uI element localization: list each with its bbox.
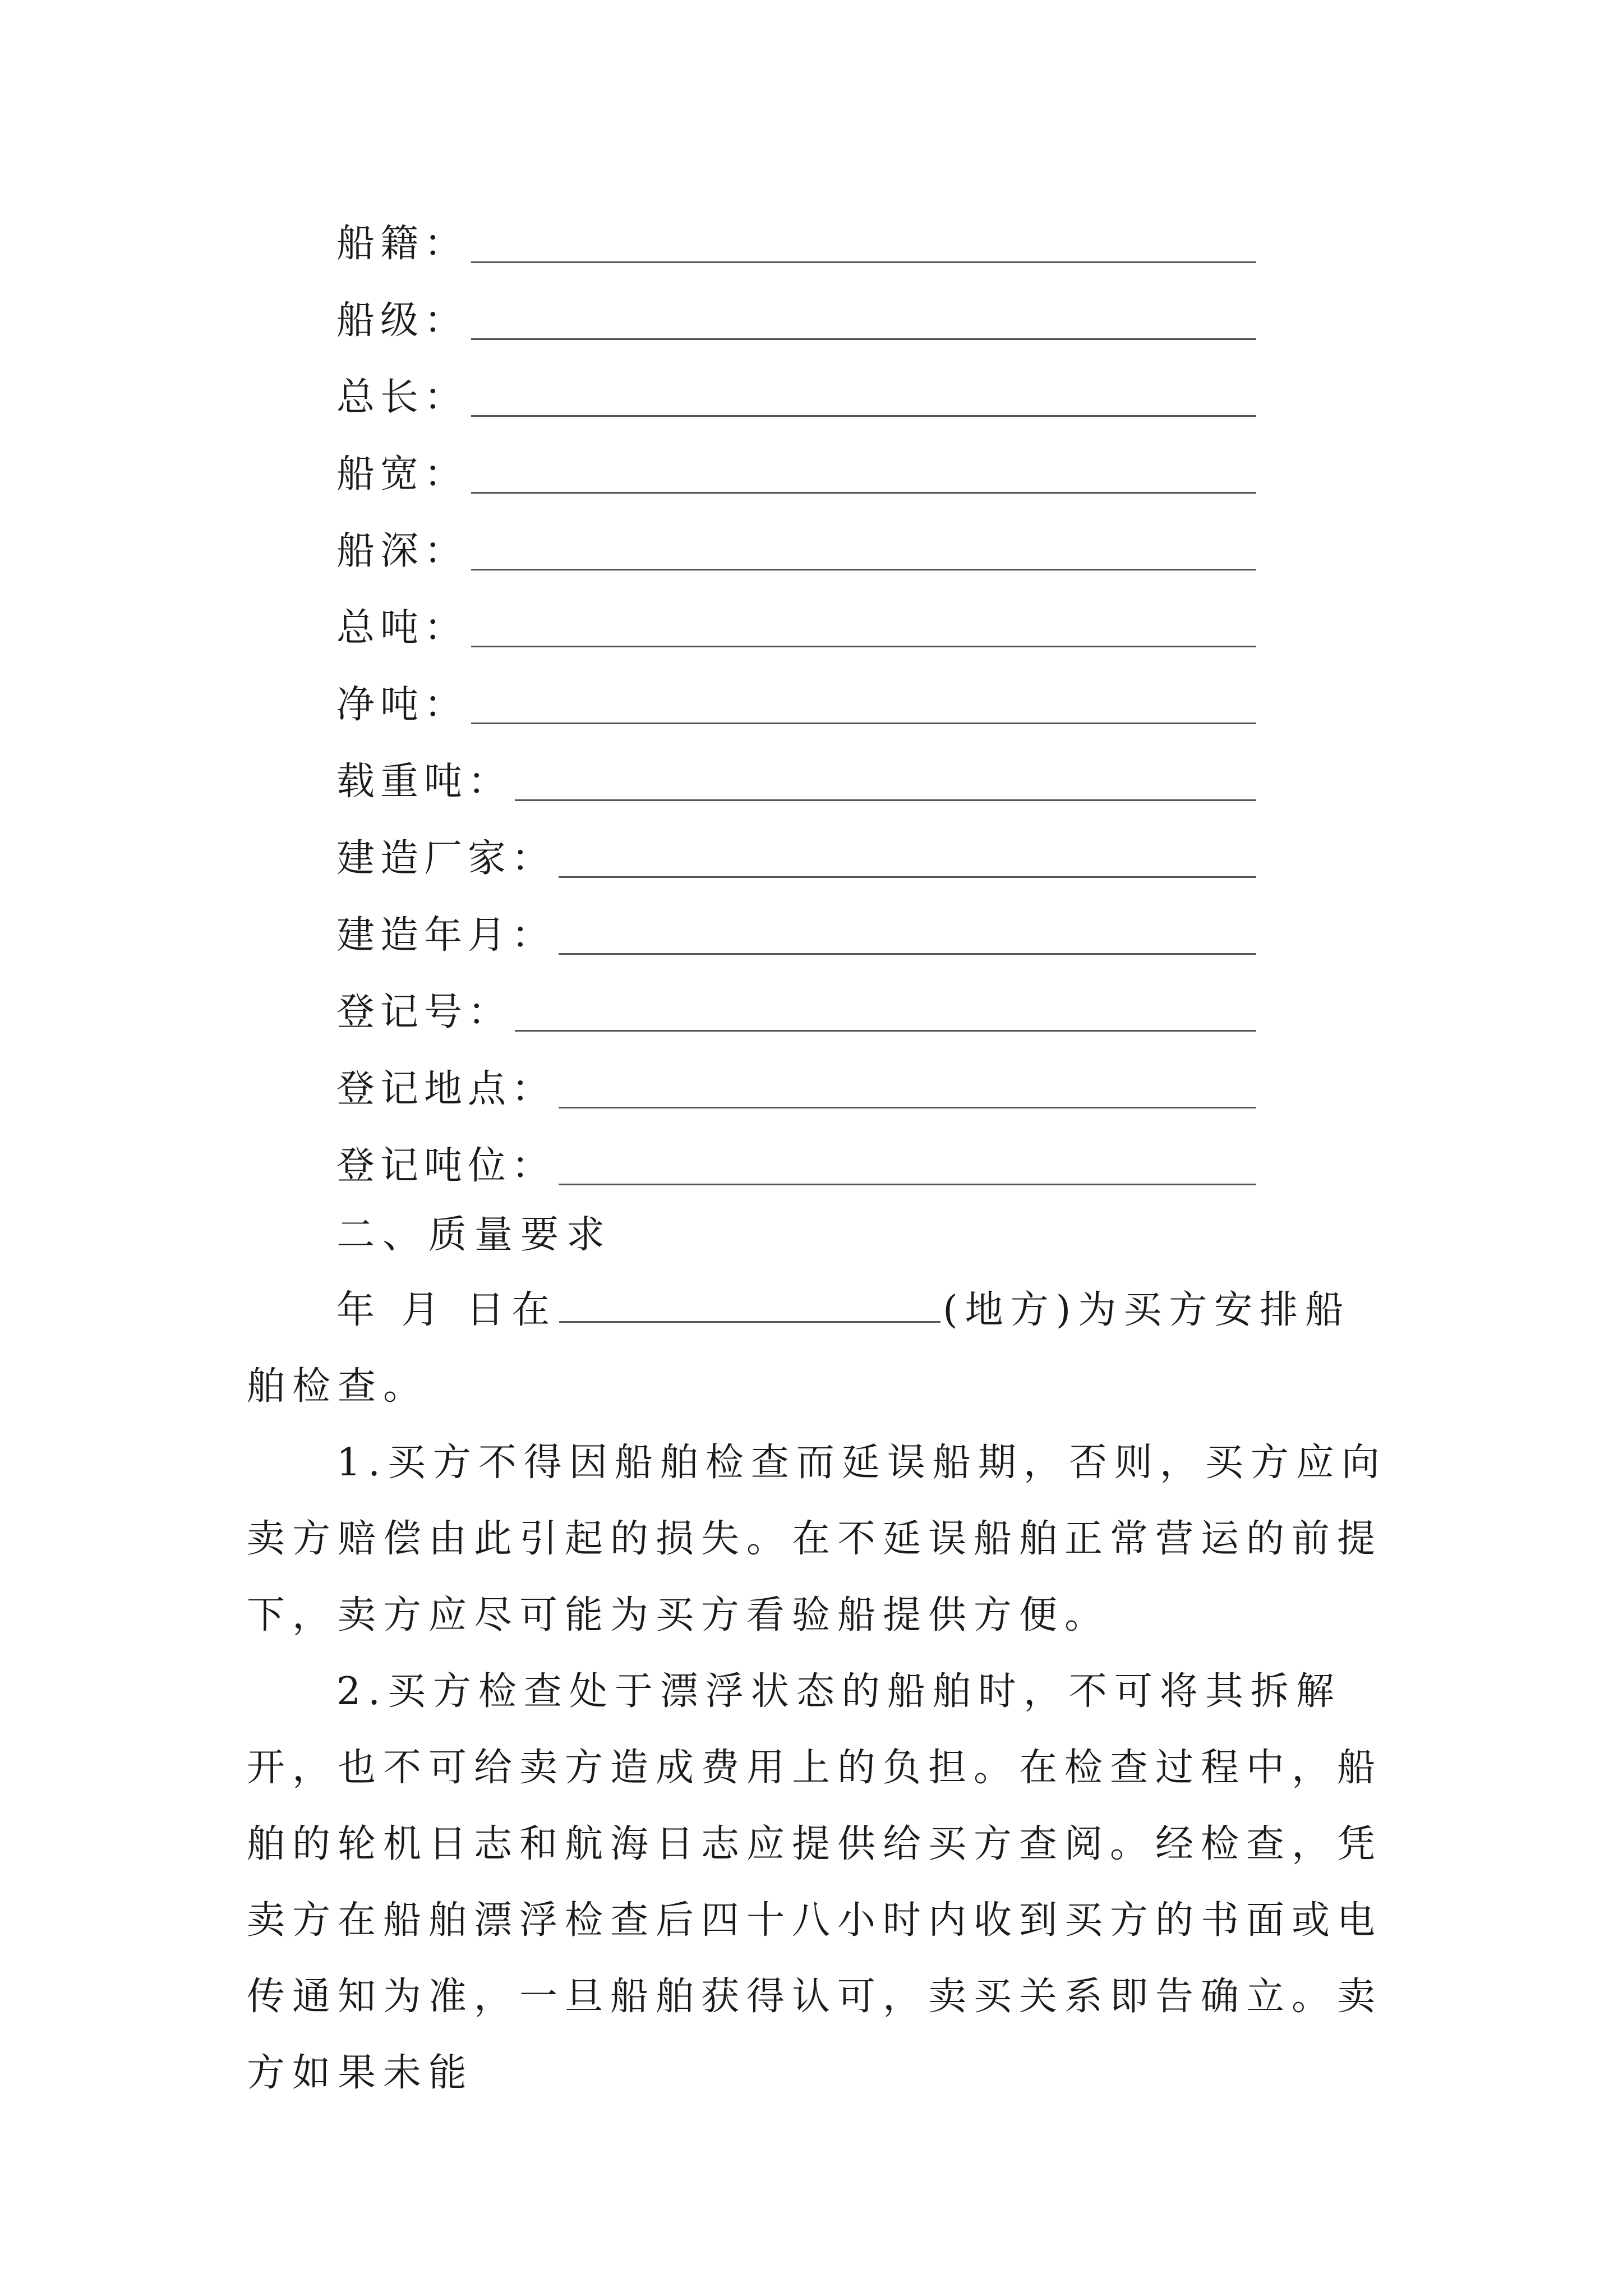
fill-in-line[interactable]: [471, 569, 1256, 570]
fill-in-line[interactable]: [559, 876, 1256, 878]
field-gross-tonnage: [336, 583, 1256, 651]
fill-in-line[interactable]: [515, 799, 1256, 801]
field-build-date: [336, 891, 1256, 958]
field-label: 船级：: [336, 298, 468, 343]
fill-in-line[interactable]: [471, 415, 1256, 417]
field-label: 船深：: [336, 529, 468, 573]
field-label: 总吨：: [336, 606, 468, 650]
field-net-tonnage: [336, 660, 1256, 728]
section-heading: 二、质量要求: [336, 1213, 613, 1257]
field-depth: [336, 507, 1256, 574]
fill-in-line[interactable]: [559, 1184, 1256, 1185]
fill-in-line[interactable]: [471, 338, 1256, 340]
field-label: 船籍：: [336, 222, 468, 266]
field-registration-number: [336, 968, 1256, 1035]
field-ship-class: [336, 276, 1256, 343]
clause-1-text: 1.买方不得因船舶检查而延误船期，否则，买方应向卖方赔偿由此引起的损失。在不延误船舶正常营运的前提下，卖方应尽可能为买方看验船提供方便。: [247, 1441, 1387, 1637]
fill-in-line[interactable]: [559, 1107, 1256, 1108]
field-builder: [336, 814, 1256, 881]
field-registration-place: [336, 1045, 1256, 1112]
field-ship-registry: [336, 199, 1256, 266]
fill-in-line[interactable]: [515, 1030, 1256, 1032]
inspection-date-text: 年 月 日在: [336, 1288, 557, 1332]
field-label: 船宽：: [336, 452, 468, 496]
clause-2-paragraph: [247, 1654, 1391, 2111]
inspection-place-blank[interactable]: [559, 1290, 940, 1323]
field-label: 净吨：: [336, 683, 468, 727]
field-registered-tonnage: [336, 1121, 1256, 1189]
field-label: 建造年月：: [336, 913, 556, 958]
inspection-paragraph: [247, 1272, 1391, 1425]
fill-in-line[interactable]: [471, 492, 1256, 494]
field-label: 登记地点：: [336, 1067, 556, 1111]
field-beam: [336, 430, 1256, 497]
field-label: 建造厂家：: [336, 836, 556, 881]
fill-in-line[interactable]: [471, 646, 1256, 647]
field-label: 登记吨位：: [336, 1144, 556, 1188]
clause-2-text: 2.买方检查处于漂浮状态的船舶时，不可将其拆解开，也不可给卖方造成费用上的负担。在检查过程中，船舶的轮机日志和航海日志应提供给买方查阅。经检查，凭卖方在船舶漂浮检查后四十八小时内收到买方的书面或电传通知为准，一旦船舶获得认可，卖买关系即告确立。卖方如果未能: [247, 1669, 1383, 2095]
field-label: 载重吨：: [336, 760, 512, 804]
field-label: 总长：: [336, 375, 468, 420]
clause-1-paragraph: [247, 1425, 1391, 1654]
fill-in-line[interactable]: [559, 953, 1256, 955]
field-label: 登记号：: [336, 990, 512, 1034]
inspection-place-text: (地方)为买方安排船舶检查。: [247, 1288, 1351, 1409]
fill-in-line[interactable]: [471, 723, 1256, 724]
field-overall-length: [336, 353, 1256, 420]
fill-in-line[interactable]: [471, 261, 1256, 263]
field-deadweight: [336, 737, 1256, 804]
